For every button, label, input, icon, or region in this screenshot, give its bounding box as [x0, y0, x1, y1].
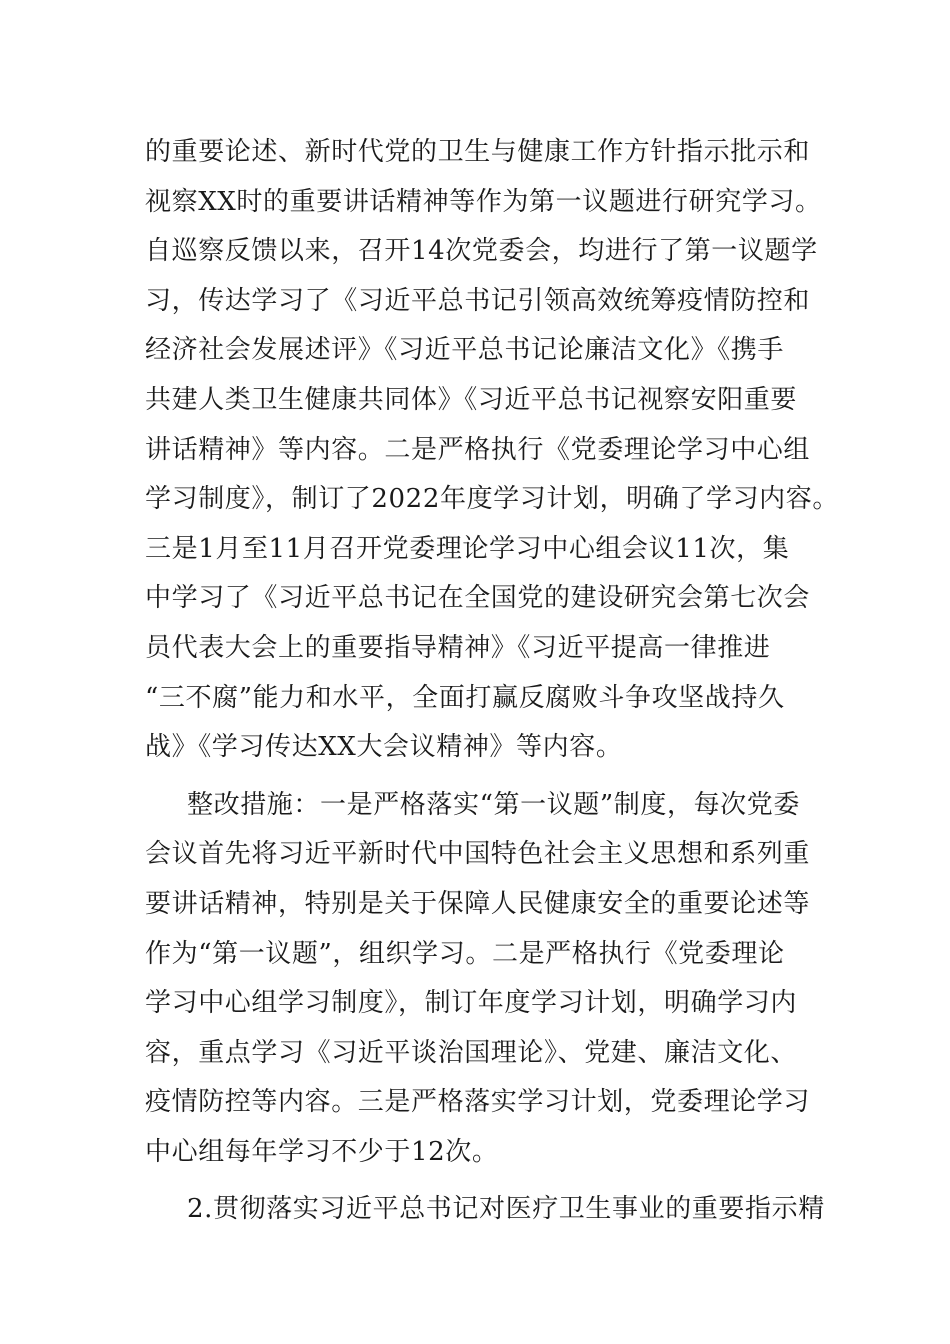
paragraph-2-line: 要讲话精神，特别是关于保障人民健康安全的重要论述等 [145, 888, 811, 919]
paragraph-2-line: 会议首先将习近平新时代中国特色社会主义思想和系列重 [145, 839, 811, 870]
paragraph-1-line: 共建人类卫生健康共同体》《习近平总书记视察安阳重要 [145, 384, 798, 415]
paragraph-1 [145, 128, 839, 773]
paragraph-2-line: 作为“第一议题”，组织学习。二是严格执行《党委理论 [145, 938, 785, 969]
paragraph-1-line: 习，传达学习了《习近平总书记引领高效统筹疫情防控和 [145, 285, 811, 316]
paragraph-1-line: 的重要论述、新时代党的卫生与健康工作方针指示批示和 [145, 137, 811, 167]
paragraph-1-line: 视察XX时的重要讲话精神等作为第一议题进行研究学习。 [145, 186, 822, 217]
paragraph-1-line: 战》《学习传达XX大会议精神》等内容。 [145, 732, 623, 763]
paragraph-gap [145, 1177, 835, 1185]
section-heading: 2.贯彻落实习近平总书记对医疗卫生事业的重要指示精 [187, 1194, 825, 1225]
paragraph-1-line: 员代表大会上的重要指导精神》《习近平提高一律推进 [145, 632, 771, 663]
paragraph-1-line: 讲话精神》等内容。二是严格执行《党委理论学习中心组 [145, 434, 811, 465]
paragraph-1-line: 自巡察反馈以来，召开14次党委会，均进行了第一议题学 [145, 236, 818, 267]
paragraph-2-line: 疫情防控等内容。三是严格落实学习计划，党委理论学习 [145, 1087, 811, 1118]
paragraph-1-line: 经济社会发展述评》《习近平总书记论廉洁文化》《携手 [145, 335, 785, 366]
paragraph-2-line: 整改措施：一是严格落实“第一议题”制度，每次党委 [187, 789, 800, 820]
paragraph-2-line: 中心组每年学习不少于12次。 [145, 1136, 499, 1167]
paragraph-1-line: “三不腐”能力和水平，全面打赢反腐败斗争攻坚战持久 [145, 682, 785, 713]
paragraph-1-line: 三是1月至11月召开党委理论学习中心组会议11次，集 [145, 533, 790, 564]
paragraph-2-line: 容，重点学习《习近平谈治国理论》、党建、廉洁文化、 [145, 1037, 798, 1068]
paragraph-2-line: 学习中心组学习制度》，制订年度学习计划，明确学习内 [145, 988, 798, 1019]
paragraph-1-line: 学习制度》，制订了2022年度学习计划，明确了学习内容。 [145, 484, 839, 515]
paragraph-2 [145, 781, 835, 1178]
document-body [145, 128, 839, 1235]
paragraph-gap [145, 773, 835, 781]
paragraph-1-line: 中学习了《习近平总书记在全国党的建设研究会第七次会 [145, 583, 811, 614]
